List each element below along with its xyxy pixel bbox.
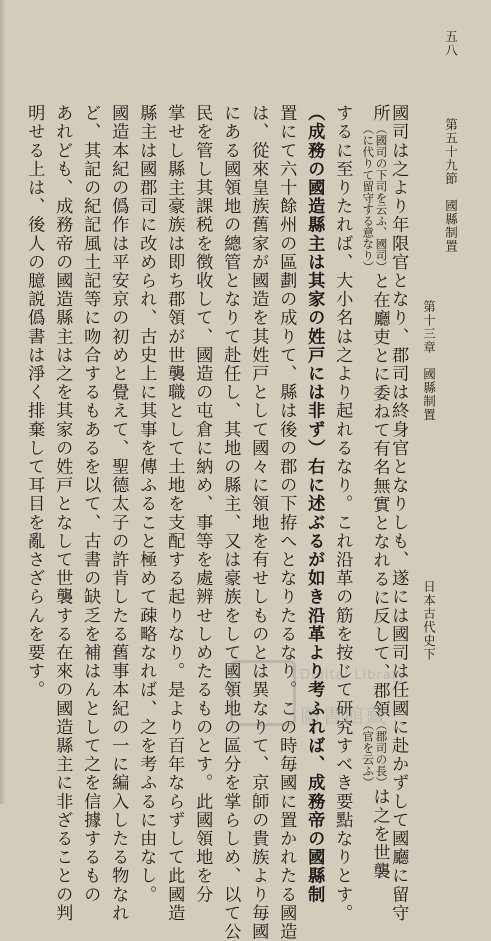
- text-column-6: は、從來皇族舊家が國造を其姓戸として國々に領地を有せしものとは異なりて、京師の貴族より毎國: [248, 104, 269, 941]
- inline-gloss-b-2: （官を云ふ）: [361, 718, 376, 788]
- watermark-cjk: 圖書館藏: [300, 704, 388, 728]
- text-column-10: 縣主は國郡司に改められ、古史上に其事を傳ふること極めて疎略なれば、之を考ふるに由なし。: [136, 104, 157, 904]
- inline-gloss: [361, 123, 387, 273]
- text-column-2: [361, 104, 390, 881]
- section-header: 第五十九節 國縣制置: [443, 118, 459, 253]
- text-column-13: あれども、成務帝の國造縣主は之を其家の姓戸となして世襲する在來の國造縣主に非ざることの判: [52, 104, 73, 923]
- text-column-5: 置にて六十餘州の區劃の成りて、縣は後の郡の下拵へとなりたるなり。この時毎國に置かれたる國造: [276, 104, 297, 941]
- text-column-7: にある國領地の總管となりて赴任し、其地の縣主、又は豪族をして國領地の區分を掌らしめ、以て公: [220, 104, 241, 941]
- text-column-8: 民を管し其課税を徴收して、國造の屯倉に納め、事等を處辨せしめたるものとす。此國領地を分: [192, 104, 213, 904]
- text-column-14: 明せる上は、後人の臆説僞書は淨く排棄して耳目を亂さざらんを要す。: [24, 104, 45, 700]
- inline-gloss-2: （に代りて留守する意なり）: [361, 122, 376, 273]
- page-fold-shadow: [0, 0, 6, 804]
- watermark-text: Digital Library: [300, 668, 407, 683]
- inline-gloss-1: （國司の下司を云ふ、國司）: [374, 122, 389, 273]
- inline-gloss-b: [361, 719, 387, 788]
- inline-gloss-b-1: （郡司の長）: [374, 718, 389, 788]
- text-column-2-end: は之を世襲: [369, 787, 390, 881]
- text-column-9: 掌せし縣主豪族は即ち郡領が世襲職として土地を支配する起りなり。是より百年ならずして此國造: [164, 104, 185, 923]
- text-column-12: ど、其記の紀記風土記等に吻合するもあるを以て、古書の缺乏を補はんとして之を信據するもの: [80, 104, 101, 904]
- text-column-2-mid: と在廳吏とに委ねて有名無實となれるに反して、郡領: [369, 272, 390, 719]
- text-column-3: するに至りたれば、大小名は之より起れるなり。これ沿革の筋を按じて研究すべき要點なりとす。: [332, 104, 353, 923]
- text-column-2-start: 所: [369, 104, 390, 123]
- book-title: 日本古代史下: [421, 580, 437, 661]
- text-column-1: 國司は之より年限官となり、郡司は終身官となりしも、遂には國司は任國に赴かずして國廳に留守: [388, 104, 409, 923]
- subsection-heading: （成務の國造縣主は其家の姓戸には非ず）右に述ぶるが如き沿革より考ふれば、成務帝の國縣制: [304, 104, 325, 904]
- page-number: 五八: [443, 30, 459, 57]
- text-column-11: 國造本紀の僞作は平安京の初めと覺えて、聖德太子の許肯したる舊事本紀の一に編入したる物なれ: [108, 104, 129, 923]
- chapter-header: 第十三章 國縣制置: [421, 300, 437, 422]
